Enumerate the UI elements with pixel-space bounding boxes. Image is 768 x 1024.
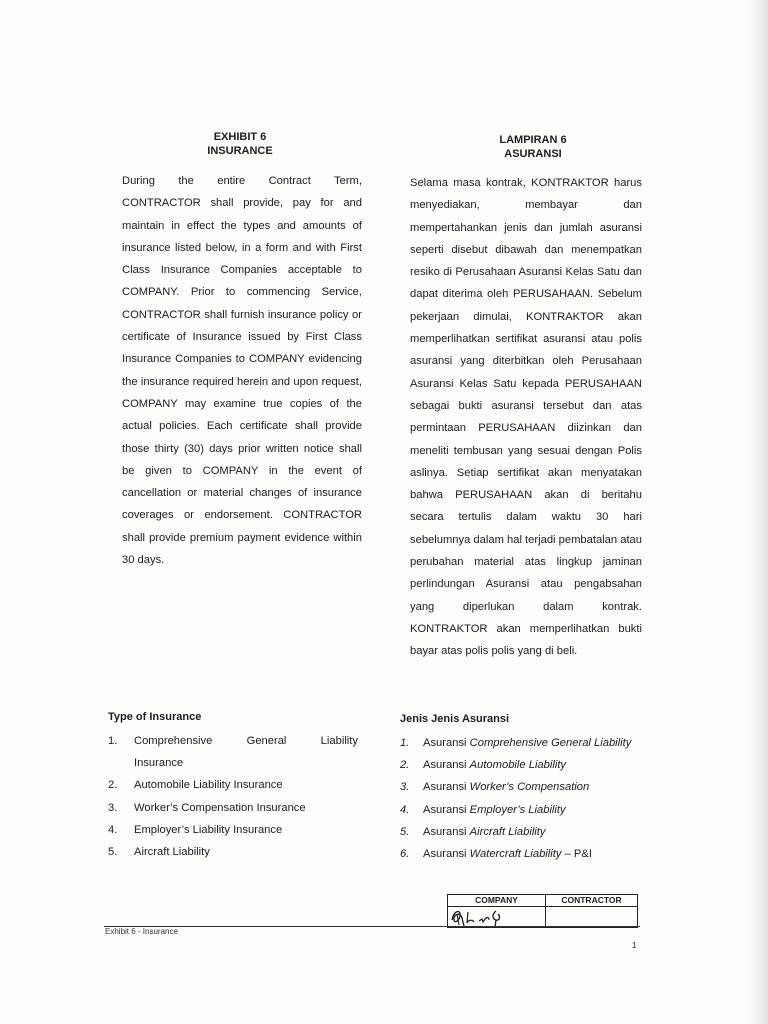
- list-item-number: 3.: [400, 781, 410, 794]
- list-item: [400, 776, 660, 798]
- list-item-prefix: Asuransi: [423, 825, 470, 838]
- list-item: [400, 799, 660, 821]
- list-item: [108, 797, 358, 819]
- list-item-text-continued: Insurance: [134, 757, 184, 770]
- list-item-prefix: Asuransi: [423, 848, 470, 861]
- list-item-text: Employer’s Liability Insurance: [134, 823, 283, 836]
- insurance-paragraph-en: During the entire Contract Term, CONTRACTOR shall provide, pay for and maintain in effect the types and amounts of insurance listed below, in a form and with First Class Insurance Companies acceptable to COMPANY. Prior to commencing Service, CONTRACTOR shall furnish insurance policy or certificate of Insurance issued by First Class Insurance Companies to COMPANY evidencing the insurance required herein and upon request, COMPANY may examine true copies of the actual policies. Each certificate shall provide those thirty (30) days prior written notice shall be given to COMPANY in the event of cancellation or material changes of insurance coverages or endorsement. CONTRACTOR shall provide premium payment evidence within 30 days.: [122, 175, 362, 567]
- list-item-number: 6.: [400, 848, 410, 861]
- insurance-types-title-en: Type of Insurance: [108, 711, 202, 723]
- list-item-text: Aircraft Liability: [134, 846, 210, 859]
- list-item-text: Worker’s Compensation Insurance: [134, 801, 306, 814]
- exhibit-title-en: EXHIBIT 6: [213, 131, 267, 143]
- list-item-term: Comprehensive General Liability: [469, 737, 632, 749]
- insurance-paragraph-id: Selama masa kontrak, KONTRAKTOR harus menyediakan, membayar dan mempertahankan jenis dan jumlah asuransi seperti disebut dibawah dan menempatkan resiko di Perusahaan Asuransi Kelas Satu dan dapat diterima oleh PERUSAHAAN. Sebelum pekerjaan dimulai, KONTRAKTOR akan memperlihatkan sertifikat asuransi atau polis asuransi yang diterbitkan oleh Perusahaan Asuransi Kelas Satu kepada PERUSAHAAN sebagai bukti asuransi tersebut dan atas permintaan PERUSAHAAN diizinkan dan meneliti tembusan yang sesuai dengan Polis aslinya. Setiap sertifikat akan menyatakan bahwa PERUSAHAAN akan di beritahu secara tertulis dalam waktu 30 hari sebelumnya dalam hal terjadi pembatalan atau perubahan material atas lingkup jaminan perlindungan Asuransi atau pengabsahan yang diperlukan dalam kontrak. KONTRAKTOR akan memperlihatkan bukti bayar atas polis polis yang di beli.: [410, 177, 642, 658]
- insurance-types-title-id: Jenis Jenis Asuransi: [400, 713, 510, 725]
- exhibit-subtitle-id: ASURANSI: [504, 148, 562, 160]
- page-number: 1: [632, 941, 637, 950]
- list-item-number: 3.: [108, 801, 118, 814]
- exhibit-subtitle-en: INSURANCE: [207, 145, 273, 157]
- list-item: [108, 774, 358, 796]
- list-item: [400, 821, 660, 843]
- list-item-number: 4.: [108, 823, 118, 836]
- initials-box: [447, 894, 638, 928]
- insurance-types-list-en: [108, 730, 358, 863]
- footer-label: Exhibit 6 - Insurance: [105, 927, 178, 936]
- footer-rule: [104, 926, 640, 927]
- list-item: [108, 819, 358, 841]
- list-item-text: Comprehensive General Liability: [134, 735, 358, 747]
- list-item-number: 1.: [400, 737, 410, 749]
- exhibit-heading-en: [190, 130, 290, 158]
- insurance-types-list-id: [400, 732, 660, 865]
- list-item-number: 2.: [400, 759, 410, 772]
- contractor-column-header: CONTRACTOR: [546, 895, 637, 907]
- list-item-prefix: Asuransi: [423, 781, 470, 794]
- list-item-prefix: Asuransi: [423, 759, 470, 772]
- exhibit-heading-id: [478, 133, 588, 161]
- list-item-number: 1.: [108, 735, 118, 747]
- list-item-suffix: – P&I: [561, 848, 592, 861]
- list-item: [108, 730, 358, 774]
- list-item-term: Worker’s Compensation: [469, 781, 590, 794]
- company-column-header: COMPANY: [448, 895, 545, 907]
- list-item-text: Automobile Liability Insurance: [134, 779, 283, 792]
- list-item: [400, 754, 660, 776]
- list-item-number: 5.: [108, 846, 118, 859]
- list-item-term: Watercraft Liability: [469, 848, 562, 861]
- list-item-prefix: Asuransi: [423, 803, 470, 816]
- list-item: [108, 841, 358, 863]
- list-item: [400, 843, 660, 865]
- list-item-number: 5.: [400, 825, 410, 838]
- list-item-term: Automobile Liability: [469, 759, 567, 772]
- company-initials-signature: [448, 906, 544, 928]
- column-divider: [545, 895, 546, 927]
- list-item-prefix: Asuransi: [423, 737, 470, 749]
- list-item-term: Aircraft Liability: [469, 825, 546, 838]
- list-item-term: Employer’s Liability: [469, 803, 566, 816]
- scan-edge-shadow: [746, 0, 768, 1024]
- exhibit-title-id: LAMPIRAN 6: [499, 134, 567, 146]
- list-item-number: 2.: [108, 779, 118, 792]
- list-item: [400, 732, 660, 754]
- list-item-number: 4.: [400, 803, 410, 816]
